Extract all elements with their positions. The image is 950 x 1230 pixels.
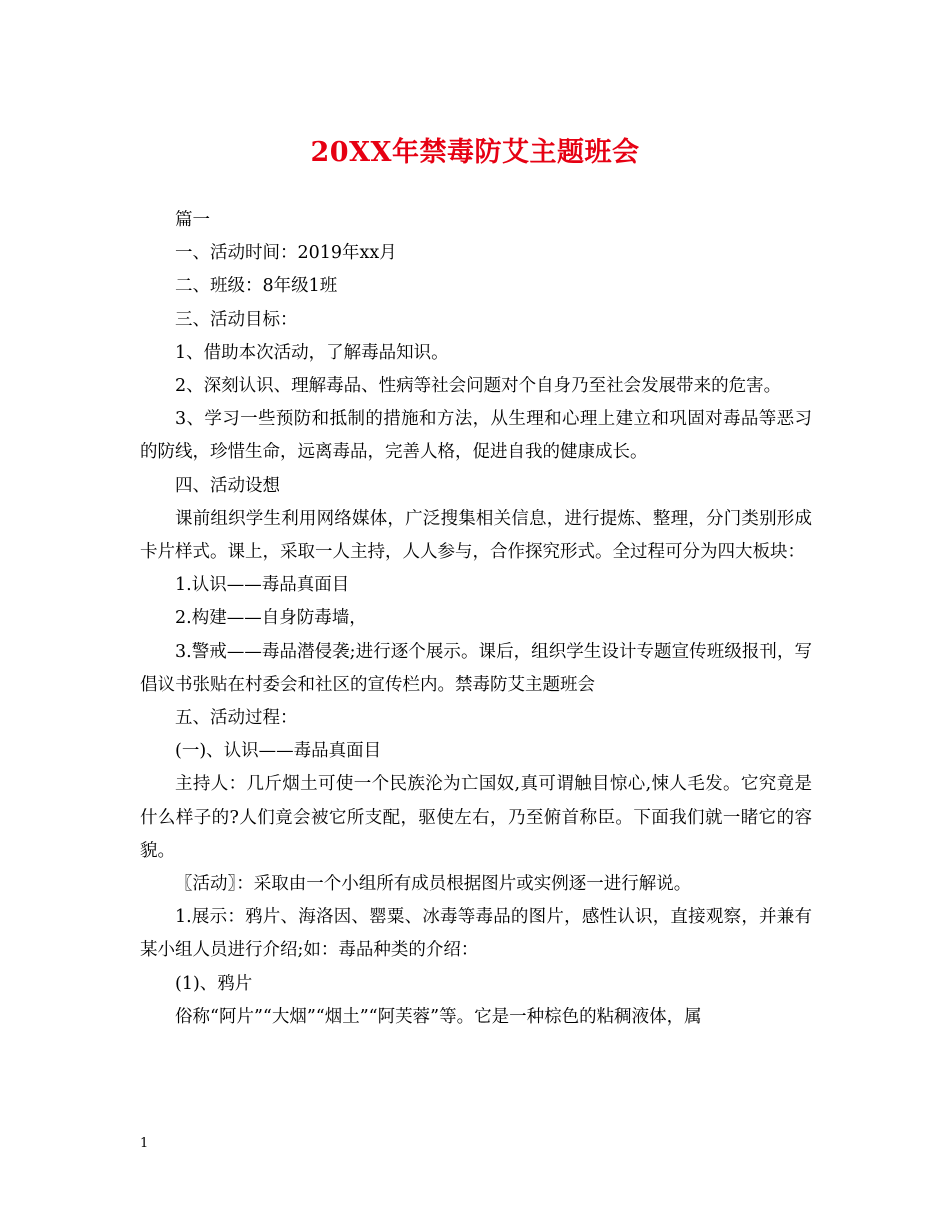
paragraph: 二、班级：8年级1班 xyxy=(175,276,338,297)
paragraph: 2、深刻认识、理解毒品、性病等社会问题对个自身乃至社会发展带来的危害。 xyxy=(175,376,782,397)
paragraph: 俗称“阿片”“大烟”“烟土”“阿芙蓉”等。它是一种棕色的粘稠液体，属 xyxy=(175,1006,702,1027)
paragraph: 五、活动过程： xyxy=(175,708,298,729)
paragraph: (一)、认识——毒品真面目 xyxy=(175,741,382,762)
paragraph: 1、借助本次活动，了解毒品知识。 xyxy=(175,342,449,363)
paragraph: 1.认识——毒品真面目 xyxy=(175,575,350,596)
document-body xyxy=(140,204,812,1034)
paragraph: 四、活动设想 xyxy=(175,475,280,496)
page-number: 1 xyxy=(140,1136,149,1151)
paragraph: (1)、鸦片 xyxy=(175,973,253,994)
paragraph: 3、学习一些预防和抵制的措施和方法，从生理和心理上建立和巩固对毒品等恶习的防线，珍惜生命，远离毒品，完善人格，促进自我的健康成长。 xyxy=(140,409,812,463)
paragraph: 〖活动〗：采取由一个小组所有成员根据图片或实例逐一进行解说。 xyxy=(175,874,692,895)
paragraph: 三、活动目标： xyxy=(175,309,298,330)
document-title: 20XX年禁毒防艾主题班会 xyxy=(310,137,640,168)
paragraph: 主持人：几斤烟土可使一个民族沦为亡国奴,真可谓触目惊心,悚人毛发。它究竟是什么样子的?人们竟会被它所支配，驱使左右，乃至俯首称臣。下面我们就一睹它的容貌。 xyxy=(140,774,812,861)
paragraph: 1.展示：鸦片、海洛因、罂粟、冰毒等毒品的图片，感性认识，直接观察，并兼有某小组人员进行介绍;如：毒品种类的介绍： xyxy=(140,907,812,961)
paragraph: 3.警戒——毒品潜侵袭;进行逐个展示。课后，组织学生设计专题宣传班级报刊，写倡议书张贴在村委会和社区的宣传栏内。禁毒防艾主题班会 xyxy=(140,641,812,695)
paragraph: 一、活动时间：2019年xx月 xyxy=(175,243,397,264)
paragraph: 课前组织学生利用网络媒体，广泛搜集相关信息，进行提炼、整理，分门类别形成卡片样式。课上，采取一人主持，人人参与，合作探究形式。全过程可分为四大板块： xyxy=(140,508,812,563)
paragraph: 2.构建——自身防毒墙， xyxy=(175,608,367,629)
paragraph: 篇一 xyxy=(175,210,210,230)
